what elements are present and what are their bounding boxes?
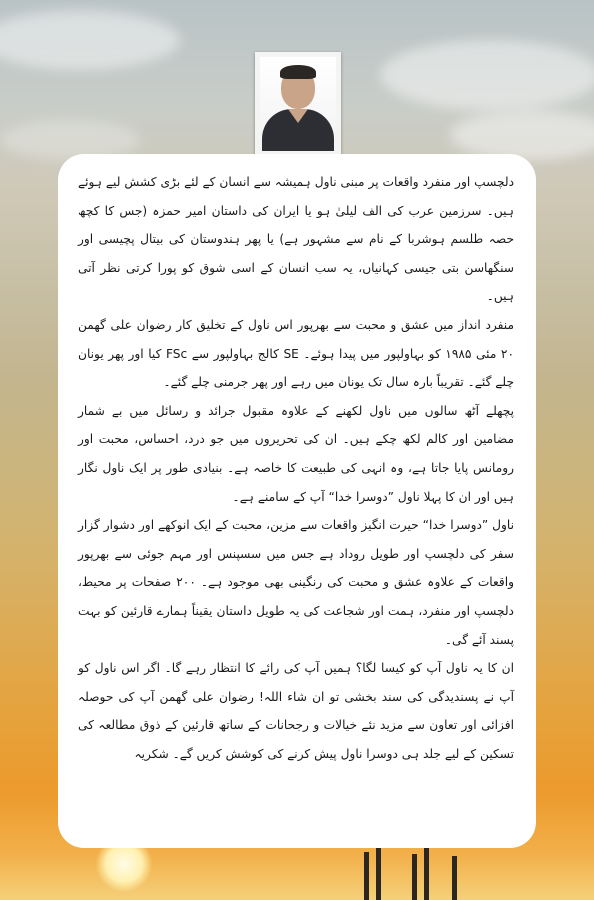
paragraph-closing: ان کا یہ ناول آپ کو کیسا لگا؟ ہمیں آپ کی رائے کا انتظار رہے گا۔ اگر اس ناول کو آپ نے پسندیدگی کی سند بخشی تو ان شاء اللہ! رضوان علی گھمن آپ کی حوصلہ افزائی اور تعاون سے مزید نئے خیالات و رجحانات کے ساتھ قارئین کے ذوق مطالعہ کی تسکین کے لیے جلد ہی دوسرا ناول پیش کرنے کی کوشش کریں گے۔ شکریہ xyxy=(78,661,514,761)
paragraph-novel-summary: ناول ”دوسرا خدا“ حیرت انگیز واقعات سے مزین، محبت کے ایک انوکھے اور دشوار گزار سفر کی دلچسپ اور طویل روداد ہے جس میں سسپنس اور مہم جوئی سے بھرپور واقعات کے علاوہ عشق و محبت کی رنگینی بھی موجود ہے۔ ۲۰۰ صفحات پر محیط، دلچسپ اور منفرد، ہمت اور شجاعت کی یہ طویل داستان یقیناً ہمارے قارئین کو بہت پسند آئے گی۔ xyxy=(78,518,514,647)
text-panel xyxy=(58,154,536,848)
silhouettes xyxy=(354,840,484,900)
cloud xyxy=(450,110,594,160)
cloud xyxy=(380,40,594,110)
author-photo xyxy=(260,57,336,151)
paragraph-writing-career: پچھلے آٹھ سالوں میں ناول لکھنے کے علاوہ مقبول جرائد و رسائل میں بے شمار مضامین اور کالم لکھ چکے ہیں۔ ان کی تحریروں میں جو درد، احساس، محبت اور رومانس پایا جاتا ہے، وہ انہی کی طبیعت کا خاصہ ہے۔ بنیادی طور پر ایک ناول نگار ہیں اور ان کا پہلا ناول ”دوسرا خدا“ آپ کے سامنے ہے۔ xyxy=(78,403,514,504)
cloud xyxy=(0,10,180,70)
paragraph-author-bio: منفرد انداز میں عشق و محبت سے بھرپور اس ناول کے تخلیق کار رضوان علی گھمن ۲۰ مئی ۱۹۸۵ کو بہاولپور میں پیدا ہوئے۔ SE کالج بہاولپور سے FSc کیا اور پھر یونان چلے گئے۔ تقریباً بارہ سال تک یونان میں رہے اور پھر جرمنی چلے گئے۔ xyxy=(78,317,514,390)
paragraph-intro: دلچسپ اور منفرد واقعات پر مبنی ناول ہمیشہ سے انسان کے لئے بڑی کشش لیے ہوئے ہیں۔ سرزمین عرب کی الف لیلیٰ ہو یا ایران کی داستان امیر حمزہ (جس کا کچھ حصہ طلسم ہوشربا کے نام سے مشہور ہے) یا پھر ہندوستان کی بیتال پچیسی اور سنگھاسن بتی جیسی کہانیاں، یہ سب انسان کے اسی شوق کو پورا کرتی نظر آتی ہیں۔ xyxy=(78,175,514,304)
author-photo-frame xyxy=(255,52,341,156)
